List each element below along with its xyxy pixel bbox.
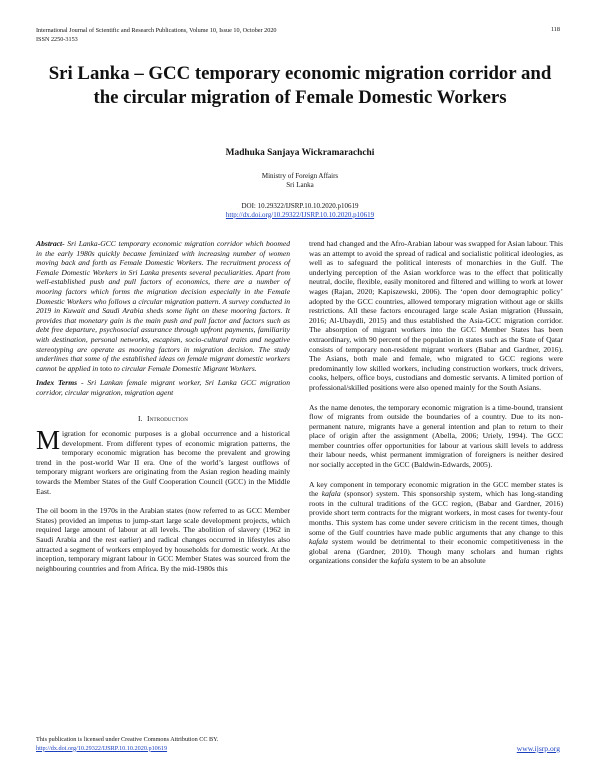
right-p3-text-b: (sponsor) system. This sponsorship system, which has long-standing roots in the cultural traditions of the GCC region, (Babar and Gardner, 2016) provide short term contracts for the migrant workers, in most cases for twenty-four months. This system has come under severe criticism in the recent times, though some of the Gulf countries have made public arguments that any change to this [309,489,563,537]
section-title: Introduction [146,413,189,423]
journal-name: International Journal of Scientific and Research Publications, Volume 10, Issue 10, October 2020 [36,27,277,34]
abstract-text-1: Sri Lanka-GCC temporary economic migration corridor which boomed in the early 1980s quickly became feminized with increasing number of women moving back and forth as Female Domestic Workers. The recruitment process of Female Domestic Workers in Sri Lanka presents several peculiarities. Apart from well-established push and pull factors of economics, there are a number of mooring factors which forms the migration decision especially in the Female Domestic Workers who follows a circular migration pattern. A survey conducted in 2019 in Kuwait and Saudi Arabia sheds some light on these mooring factors. It provides that monetary gain is the main push and pull factor and factors such as debt free departure, psychosocial assurance through upfront payments, familiarity with destination, personal networks, escapism, socio-cultural traits and negative stereotyping are operate as mooring factors in migration decision. The study underlines that some of the established ideas on female migrant domestic workers cannot be applied in [36,239,290,373]
affiliation-line-1: Ministry of Foreign Affairs [261,172,339,180]
right-paragraph-2: As the name denotes, the temporary economic migration is a time-bound, transient flow of migrants from outside the boundaries of a country. Due to its non-permanent nature, migrants have a general intention and plan to return to their place of origin after the assignment (Abella, 2006; Uriely, 1994). The GCC member countries offer opportunities for labour at various skill levels to address their labour needs, whist permanent immigration of foreigners is neither desired nor socially accepted in the GCC (Baldwin-Edwards, 2005). [309,402,563,470]
left-column [36,239,290,573]
paper-title: Sri Lanka – GCC temporary economic migration corridor and the circular migration of Female Domestic Workers [48,63,552,108]
drop-cap: M [36,425,61,456]
page-number: 118 [550,26,560,33]
right-p3-text-c: system would be detrimental to their economic competitiveness in the global arena (Gardner, 2010). Though many scholars and human rights organizations consider the [309,537,563,566]
index-terms [36,378,290,397]
right-paragraph-1: trend had changed and the Afro-Arabian labour was swapped for Asian labour. This was an attempt to avoid the spread of radical and socialistic political ideologies, as well as to safeguard the political interests of monarchies in the Gulf. The underlying perception of the Asian workforce was to the effect that politically neutral, docile, flexible, easily monitored and filtered and willing to work at lower wages (Rajan, 2020; Kapiszewski, 2006). The ‘open door demographic policy’ adopted by the GCC countries, allowed temporary migration without age or skills restrictions. All these factors encouraged large scale Asian migration (Hussain, 2016; Al-Ubaydli, 2015) and thus established the Asia-GCC migration corridor. The absorption of migrant workers into the GCC Member States has been extraordinary, with 90 percent of the population in states such as the State of Qatar consists of temporary non-resident migrant workers (Babar and Gardner, 2016). The Asians, both male and female, who migrated to GCC regions were predominantly low skilled workers, including construction workers, truck drivers, cooks, helpers, office boys, custodians and domestic servants. A limited portion of professional/skilled positions were also opened mainly for the South Asians. [309,239,563,392]
intro-paragraph-2: The oil boom in the 1970s in the Arabian states (now referred to as GCC Member States) provided an impetus to jump-start large scale development projects, which required large amount of labour at all levels. The abolition of slavery (1962 in Saudi Arabia and the rest earlier) and radical changes occurred in lifestyles also attracted a segment of workers employed by households for domestic work. At the inception, temporary migrant labour in GCC Member States was sourced from the neighbouring countries and from Africa. By the mid-1980s this [36,506,290,573]
abstract [36,239,290,373]
section-heading [36,414,290,424]
abstract-text-2: to circular Female Domestic Migrant Workers. [111,363,257,373]
index-terms-text: - Sri Lankan female migrant worker, Sri Lanka GCC migration corridor, circular migration, migration agent [36,378,291,397]
right-p3-text-a: A key component in temporary economic migration in the GCC member states is the [309,479,563,499]
doi-text: DOI: 10.29322/IJSRP.10.10.2020.p10619 [241,202,359,210]
kafala-term-3: kafala [390,556,410,566]
journal-site-link[interactable]: www.ijsrp.org [516,744,560,753]
abstract-label: Abstract- [36,239,65,248]
intro-paragraph-1 [36,425,290,496]
right-column [309,239,563,566]
affiliation-line-2: Sri Lanka [286,181,314,189]
kafala-term-2: kafala [309,537,328,547]
kafala-term-1: kafala [321,489,341,499]
license-text: This publication is licensed under Creative Commons Attribution CC BY. [36,736,219,743]
index-terms-label: Index Terms [36,378,78,388]
affiliation [36,172,564,190]
intro-paragraph-1-text: igration for economic purposes is a global occurrence and a historical development. From different types of economic migration patterns, the temporary economic migration has become the prevalent and growing trend in the post-world War II era. One of the world’s largest outflows of temporary migrant workers are originating from the Asian region heading mainly towards the Member States of the Gulf Cooperation Council (GCC) in the Middle East. [36,429,290,496]
right-p3-text-d: system to be an absolute [409,556,486,566]
author-name: Madhuka Sanjaya Wickramarachchi [225,148,375,158]
footer [36,736,218,753]
issn: ISSN 2250-3153 [36,36,78,43]
doi-link[interactable]: http://dx.doi.org/10.29322/IJSRP.10.10.2020.p10619 [225,210,375,219]
footer-doi-link[interactable]: http://dx.doi.org/10.29322/IJSRP.10.10.2020.p10619 [36,744,168,752]
right-paragraph-3 [309,480,563,566]
section-numeral: I. [137,413,143,423]
running-header [36,26,277,44]
doi-block [36,202,564,219]
abstract-emph: toto [100,363,112,373]
